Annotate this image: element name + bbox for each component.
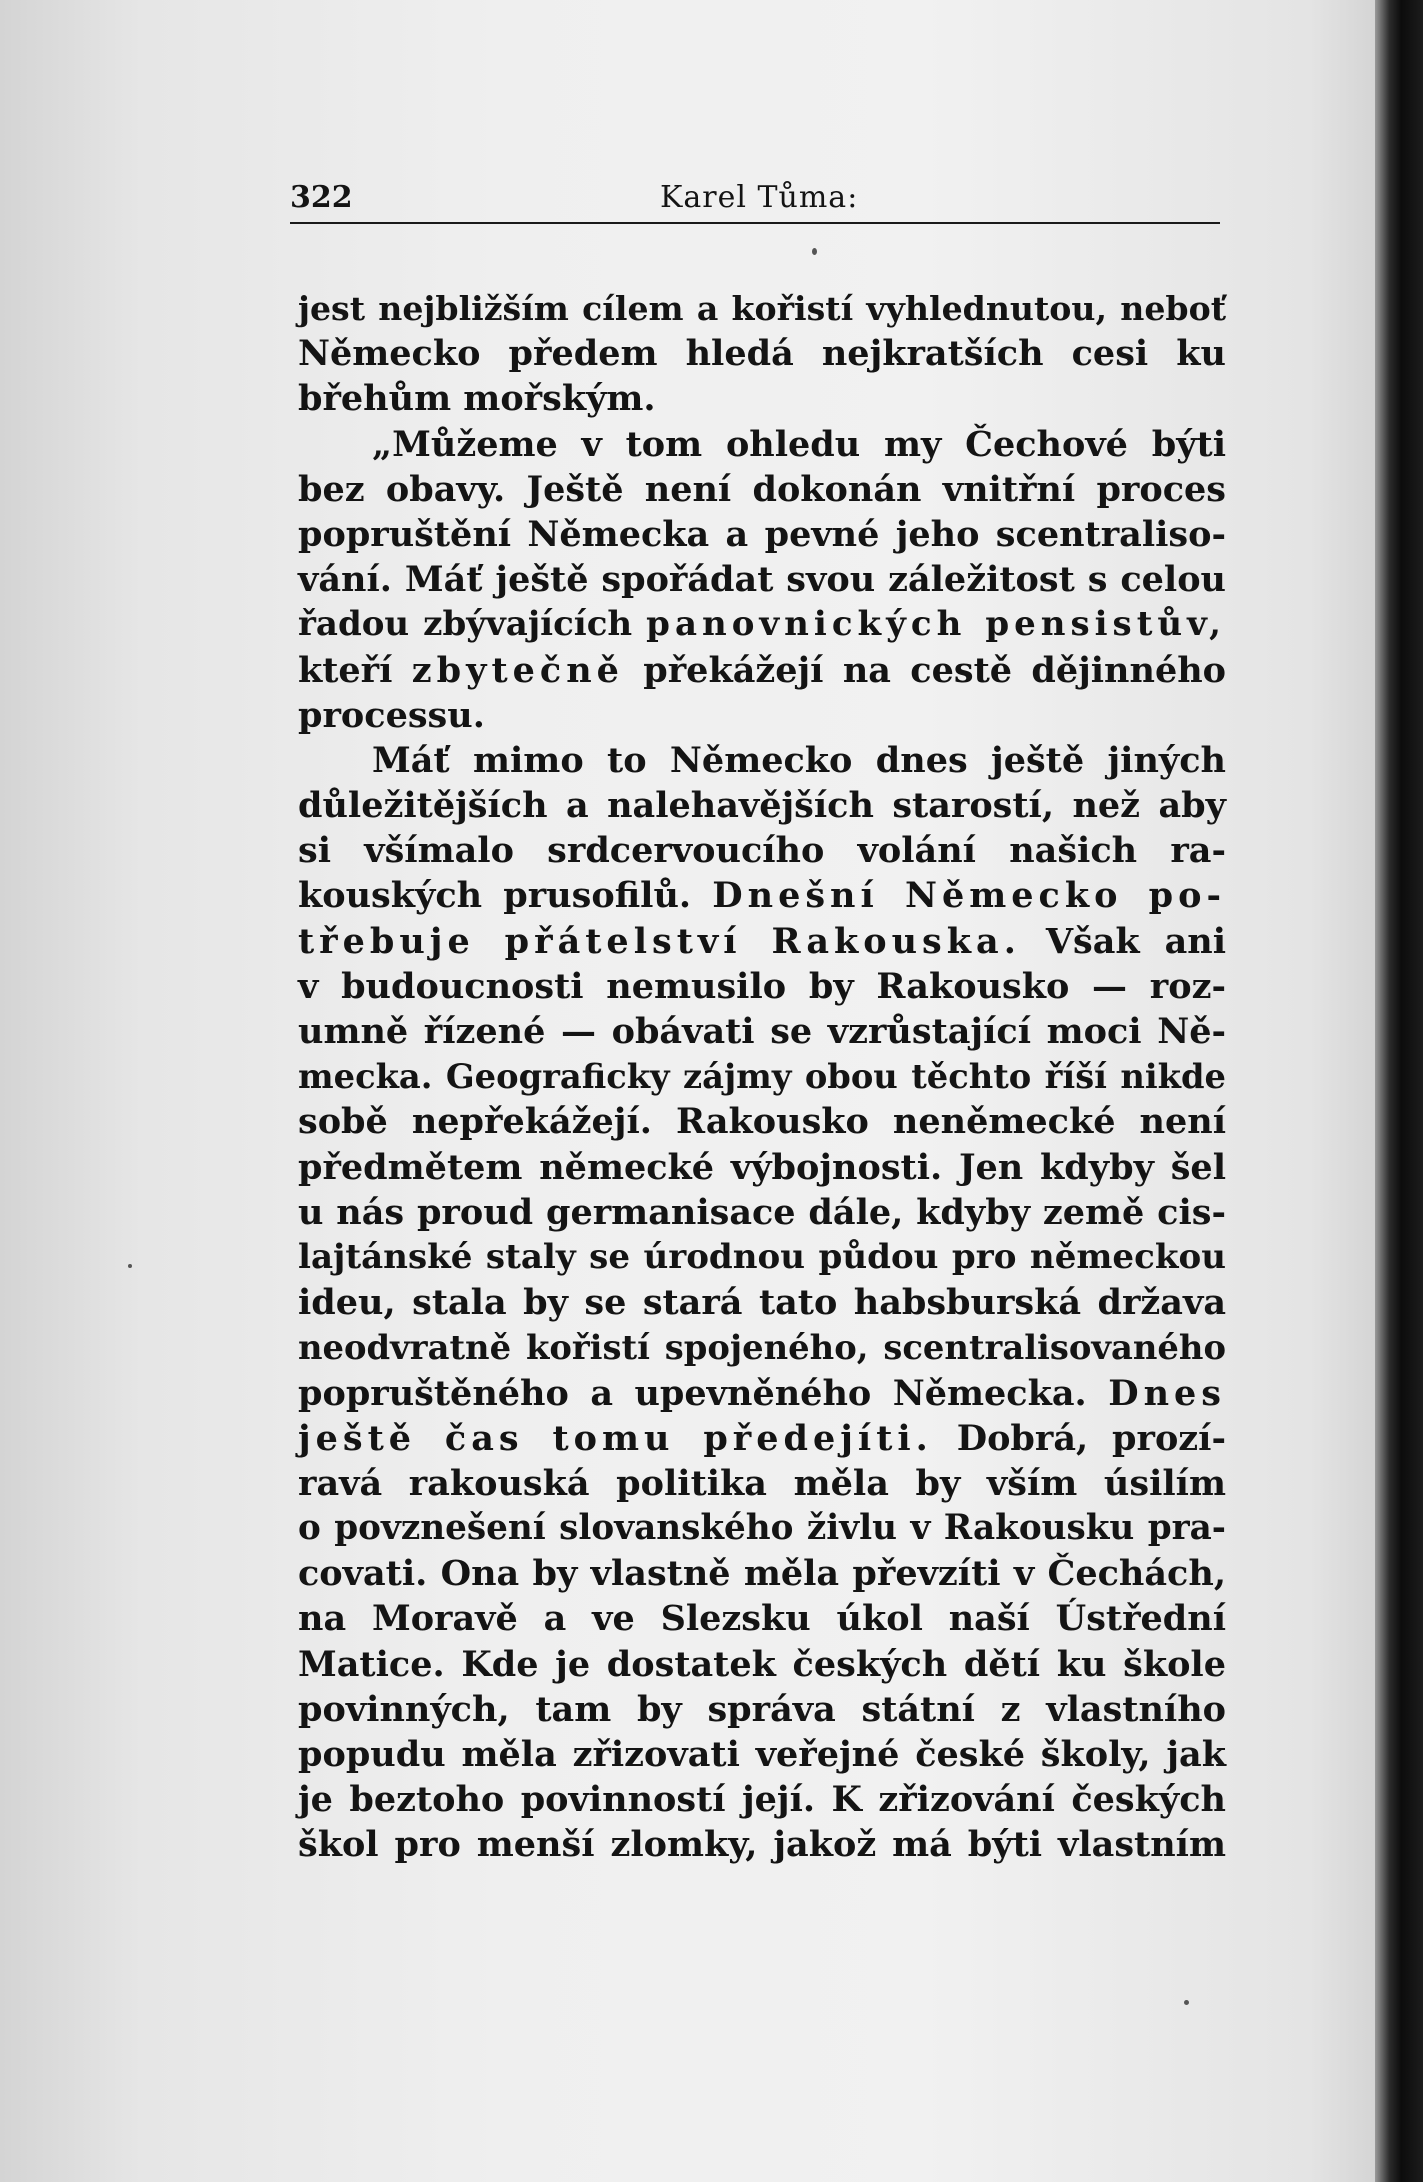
text-line: sobě nepřekážejí. Rakousko neněmecké není [298,1101,1226,1143]
emphasized-text: ještě čas tomu předejíti. [298,1417,933,1459]
text-line: popruštění Německa a pevné jeho scentraliso- [298,513,1226,555]
text-line: na Moravě a ve Slezsku úkol naší Ústřední [298,1598,1226,1640]
text-line: předmětem německé výbojnosti. Jen kdyby šel [298,1146,1226,1188]
text-line: mecka. Geograficky zájmy obou těchto říší nikde [298,1056,1226,1097]
body-text [298,286,1226,1868]
text-line: Máť mimo to Německo dnes ještě jiných [372,739,1226,781]
text-line: Matice. Kde je dostatek českých dětí ku škole [298,1643,1226,1685]
text-line: si všímalo srdcervoucího volání našich ra- [298,830,1226,872]
text-line: umně řízené — obávati se vzrůstající moci Ně- [298,1011,1226,1052]
text-line: bez obavy. Ještě není dokonán vnitřní proces [298,468,1226,510]
text-line: neodvratně kořistí spojeného, scentralisovaného [298,1327,1226,1368]
text-line: ideu, stala by se stará tato habsburská država [298,1282,1226,1324]
text-line [298,1416,1226,1461]
text-line: processu. [298,694,485,736]
print-speck [812,248,817,255]
text-line [298,919,1226,964]
text-line: covati. Ona by vlastně měla převzíti v Čechách, [298,1553,1226,1595]
emphasized-text: Dnešní Německo po- [712,875,1227,917]
text-line: popudu měla zřizovati veřejné české školy, jak [298,1734,1226,1775]
page-binding-edge [1375,0,1423,2182]
text-segment: popruštěného a upevněného Německa. [298,1372,1087,1414]
page-number: 322 [290,180,353,215]
text-line: Německo předem hledá nejkratších cesi ku [298,333,1226,375]
text-line: u nás proud germanisace dále, kdyby země cis- [298,1191,1226,1233]
text-line [298,1371,1226,1416]
text-line: lajtánské staly se úrodnou půdou pro německou [298,1236,1226,1277]
text-line [298,873,1226,918]
emphasized-text: zbytečně [411,649,624,691]
text-line: břehům mořským. [298,378,656,420]
page-header [290,178,1220,224]
print-speck [128,1264,132,1268]
text-line: „Můžeme v tom ohledu my Čechové býti [372,423,1226,465]
text-line: jest nejbližším cílem a kořistí vyhlednutou, neboť [298,289,1226,328]
text-line [298,648,1226,693]
text-segment: Dobrá, prozí- [956,1417,1226,1459]
text-line: v budoucnosti nemusilo by Rakousko — roz- [298,965,1226,1007]
text-line: povinných, tam by správa státní z vlastního [298,1688,1226,1730]
text-line [298,602,1226,647]
text-segment: Však ani [1045,920,1226,962]
emphasized-text: třebuje přátelství Rakouska. [298,920,1021,962]
text-segment: kteří [298,649,393,691]
emphasized-text: panovnických pensistův, [646,604,1226,645]
print-speck [1184,2000,1189,2005]
text-line: důležitějších a nalehavějších starostí, než aby [298,785,1226,827]
text-line: škol pro menší zlomky, jakož má býti vlastním [298,1824,1226,1866]
text-segment: překážejí na cestě dějinného [643,649,1226,691]
text-line: ravá rakouská politika měla by vším úsilím [298,1462,1226,1504]
text-line: je beztoho povinností její. K zřizování českých [298,1779,1226,1821]
emphasized-text: Dnes [1108,1372,1226,1414]
text-segment: kouských prusofilů. [298,875,692,917]
text-segment: řadou zbývajících [298,604,633,645]
running-head: Karel Tůma: [660,180,859,215]
text-line: vání. Máť ještě spořádat svou záležitost s celou [298,559,1226,601]
text-line: o povznešení slovanského živlu v Rakousku pra- [298,1508,1226,1549]
